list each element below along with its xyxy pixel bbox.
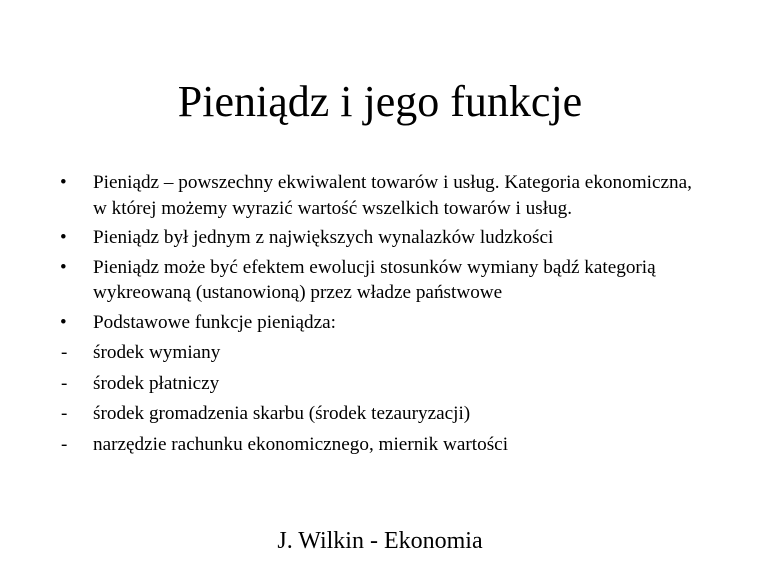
list-item-text: środek gromadzenia skarbu (środek tezauryzacji) bbox=[93, 403, 471, 424]
list-item bbox=[60, 401, 700, 427]
list-item-text: Podstawowe funkcje pieniądza: bbox=[93, 311, 336, 333]
slide-footer: J. Wilkin - Ekonomia bbox=[277, 528, 483, 554]
list-item-text: narzędzie rachunku ekonomicznego, miernik wartości bbox=[93, 433, 509, 455]
dash-marker: - bbox=[61, 372, 68, 394]
slide-title: Pieniądz i jego funkcje bbox=[177, 77, 583, 126]
list-item bbox=[60, 255, 700, 306]
list-item bbox=[60, 225, 700, 251]
list-item-text: Pieniądz – powszechny ekwiwalent towarów i usług. Kategoria ekonomiczna, w której możemy wyrazić wartość wszelkich towarów i usług. bbox=[93, 172, 692, 219]
dash-marker: - bbox=[61, 403, 68, 424]
list-item bbox=[60, 170, 700, 221]
dash-marker: - bbox=[61, 433, 68, 455]
list-item bbox=[60, 310, 700, 336]
list-item bbox=[60, 432, 700, 458]
list-item-text: środek wymiany bbox=[93, 342, 221, 363]
bullet-marker: • bbox=[60, 256, 67, 278]
bullet-marker: • bbox=[60, 172, 67, 193]
list-item-text: Pieniądz był jednym z największych wynalazków ludzkości bbox=[93, 227, 554, 248]
list-item-text: Pieniądz może być efektem ewolucji stosunków wymiany bądź kategorią wykreowaną (ustanowioną) przez władze państwowe bbox=[93, 256, 656, 303]
list-item bbox=[60, 340, 700, 366]
bullet-list bbox=[60, 170, 700, 457]
list-item-text: środek płatniczy bbox=[93, 372, 220, 394]
bullet-marker: • bbox=[60, 227, 67, 248]
dash-marker: - bbox=[61, 342, 68, 363]
list-item bbox=[60, 371, 700, 397]
bullet-marker: • bbox=[60, 311, 67, 333]
